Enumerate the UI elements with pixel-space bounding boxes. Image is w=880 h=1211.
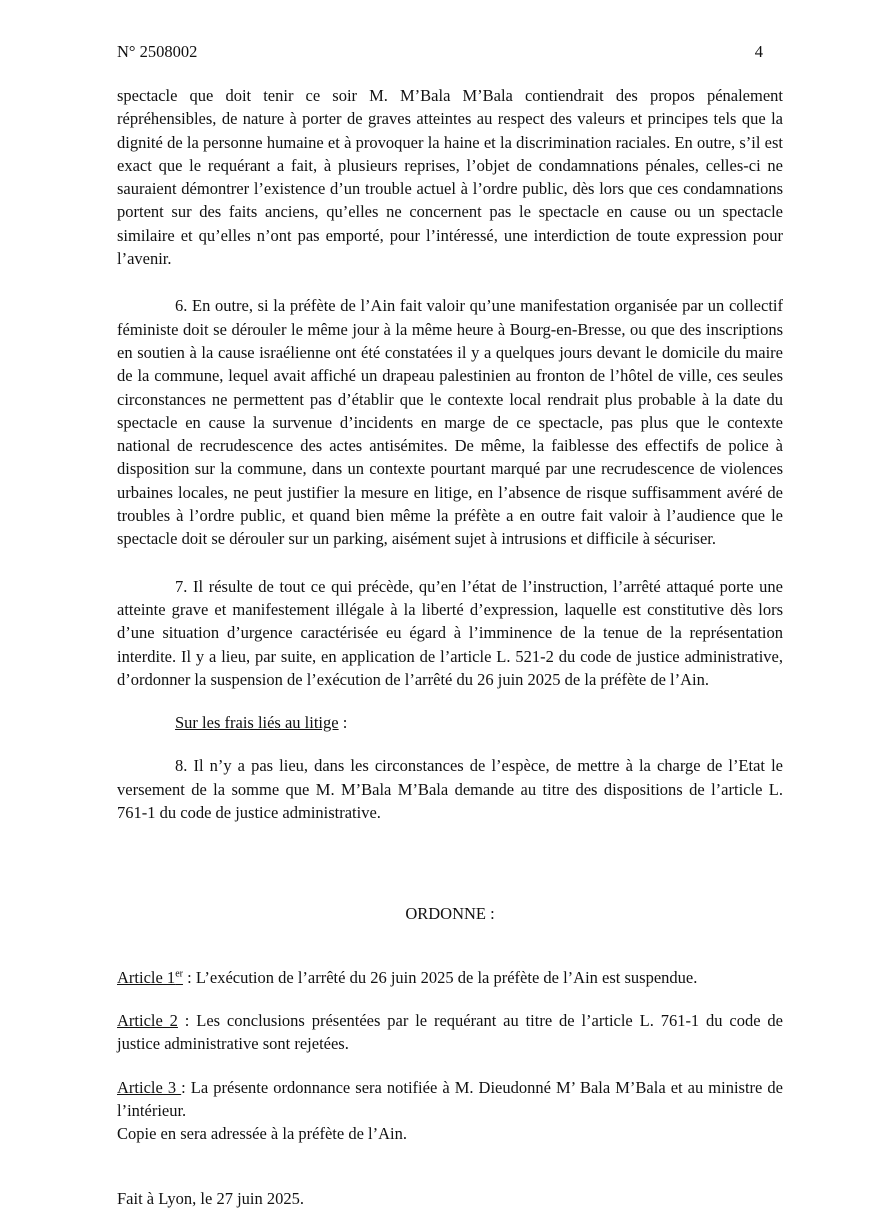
article-3-copy: Copie en sera adressée à la préfète de l’Ain. bbox=[117, 1124, 407, 1144]
article-3-label: Article 3 bbox=[117, 1077, 182, 1097]
section-title-frais-colon: : bbox=[338, 713, 348, 733]
article-3 bbox=[117, 1076, 783, 1123]
article-2-sep: : bbox=[177, 1010, 197, 1030]
article-1-label bbox=[117, 968, 183, 987]
page-number: 4 bbox=[754, 42, 763, 61]
ordonne-heading: ORDONNE : bbox=[405, 904, 495, 924]
section-title-frais-text: Sur les frais liés au litige bbox=[175, 713, 339, 733]
paragraph-8: 8. Il n’y a pas lieu, dans les circonstances de l’espèce, de mettre à la charge de l’Etat le versement de la somme que M. M’Bala M’Bala demande au titre des dispositions de l’article L. 761-1 du code de justice administrative. bbox=[117, 756, 783, 823]
paragraph-6: 6. En outre, si la préfète de l’Ain fait valoir qu’une manifestation organisée par un collectif féministe doit se dérouler le même jour à la même heure à Bourg-en-Bresse, ou que des inscriptions en soutien à la cause israélienne ont été constatées il y a quelques jours devant le domicile du maire de la commune, lequel avait affiché un drapeau palestinien au fronton de l’hôtel de ville, ces seules circonstances ne permettent pas d’établir que le contexte local rendrait plus probable à la date du spectacle en cause la survenue d’incidents en marge de ce spectacle, pas plus que le contexte national de recrudescence des actes antisémites. De même, la faiblesse des effectifs de police à disposition sur la commune, dans un contexte pourtant marqué par une recrudescence de violences urbaines locales, ne peut justifier la mesure en litige, en l’absence de risque suffisamment avéré de troubles à l’ordre public, et quand bien même la préfète a en outre fait valoir à l’audience que le spectacle doit se dérouler sur un parking, aisément sujet à intrusions et difficile à sécuriser. bbox=[117, 296, 783, 549]
section-title-frais bbox=[117, 711, 783, 734]
article-2-text: Les conclusions présentées par le requérant au titre de l’article L. 761-1 du code de justice administrative sont rejetées. bbox=[117, 1010, 783, 1054]
signature-place-date: Fait à Lyon, le 27 juin 2025. bbox=[117, 1189, 304, 1209]
article-3-sep: : bbox=[181, 1077, 191, 1097]
case-number: N° 2508002 bbox=[117, 42, 198, 61]
article-1-text: L’exécution de l’arrêté du 26 juin 2025 de la préfète de l’Ain est suspendue. bbox=[195, 967, 698, 987]
document-body bbox=[117, 84, 783, 1211]
paragraph-continued: spectacle que doit tenir ce soir M. M’Bala M’Bala contiendrait des propos pénalement répréhensibles, de nature à porter de graves atteintes au respect des valeurs et principes tels que la dignité de la personne humaine et à provoquer la haine et la discrimination raciales. En outre, s’il est exact que le requérant a fait, à plusieurs reprises, l’objet de condamnations pénales, celles-ci ne sauraient démontrer l’existence d’un trouble actuel à l’ordre public, dès lors que ces condamnations portent sur des faits anciens, qu’elles ne concernent pas le spectacle en cause ou un spectacle similaire et qu’elles n’ont pas emporté, pour l’intéressé, une interdiction de toute expression pour l’avenir. bbox=[117, 86, 783, 269]
article-2-label: Article 2 bbox=[117, 1010, 178, 1030]
article-1-label-text: Article 1 bbox=[117, 967, 176, 987]
article-1 bbox=[117, 966, 783, 989]
article-2 bbox=[117, 1009, 783, 1056]
paragraph-7: 7. Il résulte de tout ce qui précède, qu’en l’état de l’instruction, l’arrêté attaqué porte une atteinte grave et manifestement illégale à la liberté d’expression, laquelle est constitutive dès lors d’une situation d’urgence caractérisée eu égard à l’imminence de la tenue de la représentation interdite. Il y a lieu, par suite, en application de l’article L. 521-2 du code de justice administrative, d’ordonner la suspension de l’exécution de l’arrêté du 26 juin 2025 de la préfète de l’Ain. bbox=[117, 576, 783, 689]
article-3-text: La présente ordonnance sera notifiée à M. Dieudonné M’ Bala M’Bala et au ministre de l’intérieur. bbox=[117, 1077, 783, 1120]
article-1-sup: er bbox=[175, 968, 183, 980]
article-1-sep: : bbox=[182, 967, 196, 987]
page-header bbox=[117, 42, 763, 66]
